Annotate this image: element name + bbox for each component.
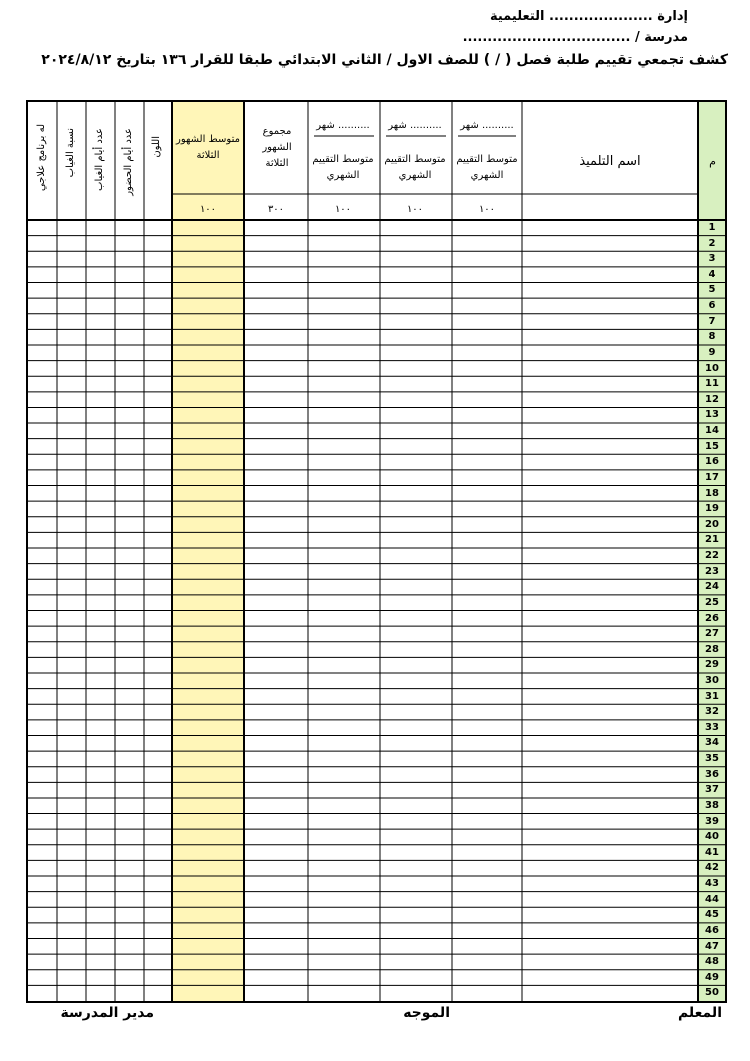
row-number: 27 [705,628,719,640]
page-title: كشف تجمعي تقييم طلبة فصل ( / ) للصف الاول / الثاني الابتدائي طبقا للقرار ١٣٦ بتاريخ ٢٠٢٤/٨/١٢ [41,52,728,68]
row-number: 7 [708,315,716,327]
average-max-score: ١٠٠ [199,204,217,215]
row-number: 40 [705,831,719,843]
absence-days-header: عدد أيام الغياب [94,128,105,191]
month1-label: شهر .......... [460,120,514,131]
row-number: 46 [705,924,719,936]
month2-label: شهر .......... [388,120,442,131]
sum-max-score: ٣٠٠ [267,204,285,215]
row-number: 35 [705,753,719,765]
row-number: 31 [705,690,719,702]
row-number: 34 [705,737,719,749]
row-number: 10 [705,362,719,374]
absence-rate-header: نسبة الغياب [65,128,76,178]
average-column-highlight [172,102,244,1001]
column-header-number: م [709,155,716,168]
remedial-program-header: له برنامج علاجي [36,124,47,192]
supervisor-signature-label: الموجه [403,1005,450,1021]
month2-monthly-average-header: متوسط التقييم الشهري [384,154,446,181]
sum-three-months-header: مجموع الشهور الثلاثة [262,126,292,169]
row-number: 37 [705,784,719,796]
table-grid [28,102,725,1001]
evaluation-table [26,100,727,1003]
row-number: 23 [705,565,719,577]
row-number: 2 [708,237,716,249]
row-number: 9 [708,346,716,358]
row-number: 4 [708,268,716,280]
row-number: 24 [705,581,719,593]
row-number: 17 [705,471,719,483]
row-number: 14 [705,425,719,437]
administration-line: إدارة ..................... التعليمية [489,9,688,24]
row-number: 29 [705,659,719,671]
attendance-days-header: عدد أيام الحضور [123,128,134,196]
row-number: 3 [708,253,716,265]
month1-max-score: ١٠٠ [478,204,496,215]
school-line: مدرسة / .................................. [462,30,688,45]
row-number: 20 [705,518,719,530]
row-number: 15 [705,440,719,452]
row-number: 32 [705,706,719,718]
row-number: 5 [708,284,716,296]
month2-max-score: ١٠٠ [406,204,424,215]
month1-monthly-average-header: متوسط التقييم الشهري [456,154,518,181]
row-number: 16 [705,456,719,468]
row-number: 44 [705,893,719,905]
month3-max-score: ١٠٠ [334,204,352,215]
row-number: 18 [705,487,719,499]
row-number: 33 [705,721,719,733]
row-number: 45 [705,909,719,921]
principal-signature-label: مدير المدرسة [60,1005,154,1021]
row-number: 6 [708,300,716,312]
row-number: 48 [705,956,719,968]
row-number: 39 [705,815,719,827]
row-number: 11 [705,378,719,390]
row-number: 47 [705,940,719,952]
row-number: 36 [705,768,719,780]
row-number: 26 [705,612,719,624]
row-number: 8 [708,331,716,343]
row-number: 42 [705,862,719,874]
row-number: 21 [705,534,719,546]
row-number: 1 [708,222,716,233]
row-number: 28 [705,643,719,655]
row-number: 30 [705,674,719,686]
row-number: 22 [705,550,719,562]
row-number: 43 [705,878,719,890]
teacher-signature-label: المعلم [677,1005,722,1021]
average-three-months-header: متوسط الشهور الثلاثة [176,134,240,161]
row-number: 50 [705,987,719,999]
color-column-header: اللون [151,136,162,158]
row-number: 12 [705,393,719,405]
row-number: 38 [705,799,719,811]
row-number: 19 [705,503,719,515]
month3-monthly-average-header: متوسط التقييم الشهري [312,154,374,181]
column-header-student-name: اسم التلميذ [579,154,641,169]
month3-label: شهر .......... [316,120,370,131]
row-number: 41 [705,846,719,858]
row-number: 25 [705,596,719,608]
row-number: 49 [705,971,719,983]
row-number: 13 [705,409,719,421]
